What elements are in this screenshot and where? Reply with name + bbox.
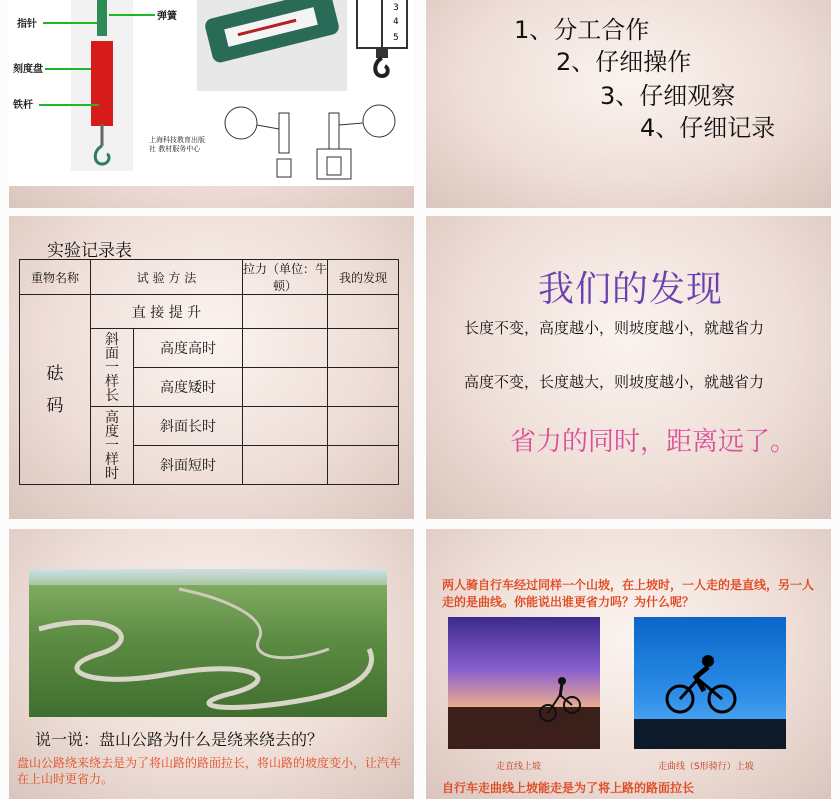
bicycle-answer: 自行车走曲线上坡能走是为了将上路的路面拉长 [442, 781, 695, 795]
vertical-scale-icon [349, 0, 414, 91]
hook-icon [89, 124, 119, 172]
table-cell[interactable] [243, 295, 328, 329]
svg-text:3: 3 [393, 3, 399, 13]
label-iron-rod: 铁杆 [13, 100, 33, 111]
curve-climb-photo [634, 617, 786, 749]
mountain-road-photo [29, 569, 387, 717]
method-row: 高度矮时 [134, 368, 243, 407]
table-cell[interactable] [328, 295, 399, 329]
step-3: 3、仔细观察 [600, 82, 736, 110]
direct-lift-cell: 直 接 提 升 [91, 295, 243, 329]
scale-diagram-area [9, 0, 414, 186]
table-cell[interactable] [243, 446, 328, 485]
header-method: 试 验 方 法 [91, 260, 243, 295]
road-question: 说一说：盘山公路为什么是绕来绕去的？ [35, 730, 324, 749]
table-cell[interactable] [328, 446, 399, 485]
slide-findings [426, 216, 831, 519]
object-name: 砝码 [46, 363, 64, 416]
table-cell[interactable] [328, 329, 399, 368]
scale-red-body [91, 41, 113, 126]
label-spring: 弹簧 [157, 11, 177, 22]
slide-spring-scale [9, 0, 414, 208]
step-2: 2、仔细操作 [556, 48, 692, 76]
table-title: 实验记录表 [47, 241, 132, 261]
road-answer: 盘山公路绕来绕去是为了将山路的路面拉长，将山路的坡度变小，让汽车在上山时更省力。 [17, 756, 402, 786]
findings-title: 我们的发现 [538, 269, 724, 310]
slide-bicycles [426, 529, 831, 799]
svg-text:5: 5 [393, 33, 399, 43]
step-4: 4、仔细记录 [640, 114, 776, 142]
publisher-note: 上海科技教育出版社 教材服务中心 [149, 136, 205, 153]
pointer-leader [43, 22, 97, 24]
cyclist-icon [448, 617, 600, 749]
finding-2: 高度不变，长度越大，则坡度越小，就越省力 [464, 373, 765, 391]
bicycle-question: 两人骑自行车经过同样一个山坡，在上坡时，一人走的是直线，另一人走的是曲线。你能说出谁更省力吗？为什么呢？ [442, 578, 815, 609]
slide-record-table [9, 216, 414, 519]
dial-leader [45, 68, 91, 70]
table-cell[interactable] [328, 368, 399, 407]
slide-mountain-road [9, 529, 414, 799]
rod-leader [39, 104, 99, 106]
table-cell[interactable] [243, 368, 328, 407]
group2-label: 高度一样时 [105, 409, 119, 482]
method-row: 斜面短时 [134, 446, 243, 485]
method-row: 斜面长时 [134, 407, 243, 446]
header-object: 重物名称 [20, 260, 91, 295]
scale-spring-part [97, 0, 107, 36]
straight-climb-photo [448, 617, 600, 749]
header-finding: 我的发现 [328, 260, 399, 295]
experiment-table [19, 259, 399, 485]
group1-label: 斜面一样长 [105, 331, 119, 404]
group2-label-cell [91, 407, 134, 485]
svg-text:4: 4 [393, 17, 399, 27]
header-force: 拉力（单位：牛顿） [243, 260, 328, 295]
caption-straight: 走直线上坡 [496, 762, 542, 772]
group1-label-cell [91, 329, 134, 407]
finding-1: 长度不变，高度越小，则坡度越小，就越省力 [464, 319, 765, 337]
measurement-diagram-icon [219, 101, 409, 186]
object-name-cell [20, 295, 91, 485]
spring-scale-photo [197, 0, 347, 91]
step-1: 1、分工合作 [514, 16, 650, 44]
findings-conclusion: 省力的同时，距离远了。 [510, 427, 797, 457]
label-dial: 刻度盘 [13, 64, 43, 75]
table-cell[interactable] [243, 329, 328, 368]
caption-curve: 走曲线（S形骑行）上坡 [658, 762, 754, 772]
cyclist-icon [634, 617, 786, 749]
method-row: 高度高时 [134, 329, 243, 368]
table-cell[interactable] [328, 407, 399, 446]
label-pointer: 指针 [17, 19, 37, 30]
table-cell[interactable] [243, 407, 328, 446]
slide-steps [426, 0, 831, 208]
spring-leader [109, 14, 155, 16]
